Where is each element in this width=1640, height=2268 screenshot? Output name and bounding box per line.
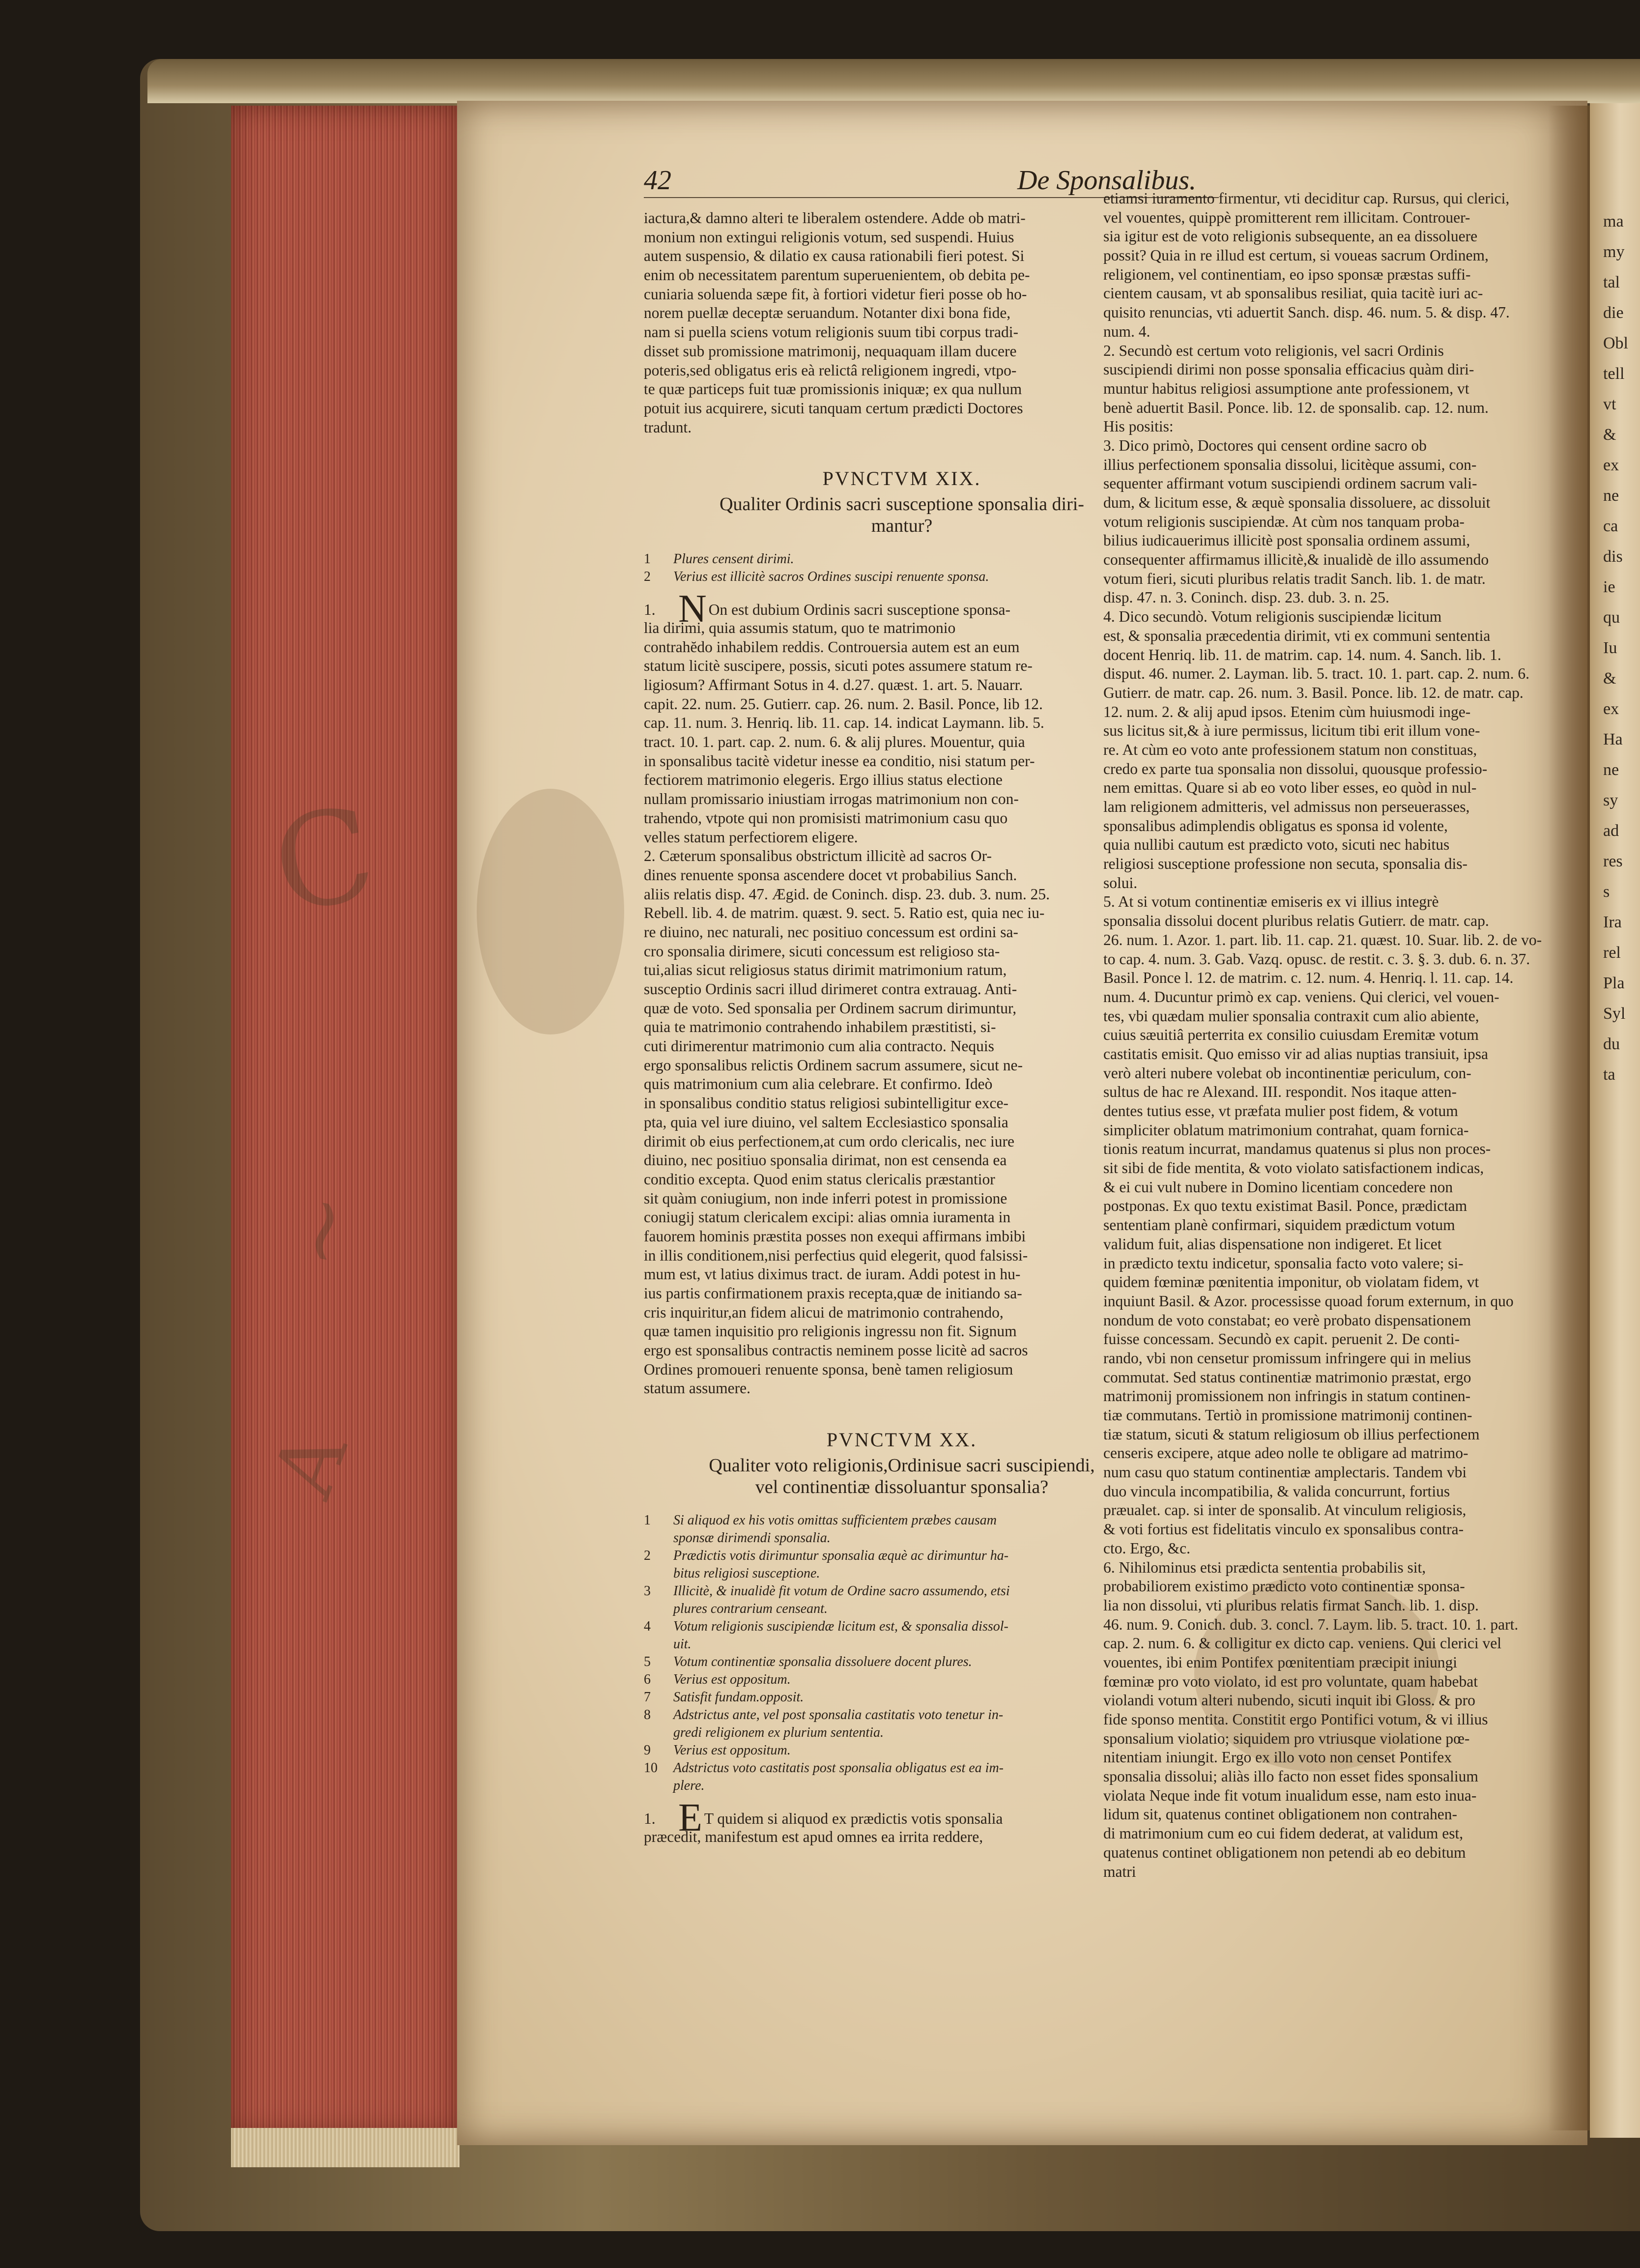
- page-number: 42: [644, 165, 671, 196]
- text-line: postponas. Ex quo textu existimat Basil. Ponce, prædictam: [1103, 1197, 1467, 1215]
- first-line-text: T quidem si aliquod ex prædictis votis sponsalia: [704, 1810, 1003, 1828]
- text-line: fectiorem matrimonio elegeris. Ergo illius status electione: [644, 771, 1003, 789]
- text-line: inquiunt Basil. & Azor. processisse quoad forum externum, in quo: [1103, 1292, 1514, 1310]
- text-line: num. 4.: [1103, 322, 1151, 340]
- text-line: pta, quia vel iure diuino, vel saltem Ecclesiastico sponsalia: [644, 1113, 1008, 1131]
- text-line: cuius sæuitiâ perterrita ex consilio cuiusdam Eremitæ votum: [1103, 1026, 1479, 1044]
- text-line: cuti dirimerentur matrimonio cum alia contracto. Nequis: [644, 1037, 994, 1055]
- text-line: & voti fortius est fidelitatis vinculo ex sponsalibus contra-: [1103, 1521, 1464, 1538]
- question-line: Qualiter Ordinis sacri susceptione sponsalia diri-: [719, 494, 1084, 515]
- question-line: mantur?: [871, 516, 933, 537]
- punctum-xix-question: [644, 493, 1160, 537]
- facing-page-fragment: ta: [1603, 1065, 1615, 1084]
- text-line: vel vouentes, quippè promitterent rem illicitam. Controuer-: [1103, 208, 1470, 226]
- text-line: & ei cui vult nubere in Domino licentiam concedere non: [1103, 1178, 1453, 1196]
- text-line: diuino, nec positiuo sponsalia dirimat, non est censenda ea: [644, 1151, 1007, 1169]
- text-line: enim ob necessitatem parentum superuenientem, ob debita pe-: [644, 266, 1030, 284]
- text-line: fuisse concessam. Secundò ex capit. peruenit 2. De conti-: [1103, 1330, 1460, 1348]
- summary-text: Verius est illicitè sacros Ordines suscipi renuente sponsa.: [673, 569, 989, 585]
- page-edges-bottom: [231, 2128, 460, 2167]
- text-line: probabiliorem existimo prædicto voto continentiæ sponsa-: [1103, 1578, 1465, 1595]
- text-line: statum licitè suscipere, possis, sicuti potes assumere statum re-: [644, 657, 1033, 675]
- summary-item: [644, 1582, 1160, 1600]
- text-line: nondum de voto constabat; eo verè probato dispensationem: [1103, 1311, 1471, 1329]
- summary-item: [644, 568, 1160, 586]
- punctum-xix-heading: PVNCTVM XIX.: [822, 467, 981, 490]
- text-line: censeris excipere, atque adeo nolle te obligare ad matrimo-: [1103, 1444, 1468, 1462]
- summary-text: uit.: [673, 1636, 691, 1652]
- text-line: nem emittas. Quare si ab eo voto liber esses, eo quòd in nul-: [1103, 779, 1477, 797]
- text-line: quis matrimonium cum alia celebrare. Et confirmo. Ideò: [644, 1075, 993, 1093]
- text-line: dines renuente sponsa ascendere docet vt probabilius Sanch.: [644, 866, 1017, 884]
- summary-number: 1: [644, 551, 651, 567]
- punctum-xix-paragraph-2: [644, 847, 1160, 1398]
- punctum-xx-summary: [644, 1512, 1160, 1795]
- facing-page-fragment: tal: [1603, 273, 1620, 291]
- facing-page-fragment: qu: [1603, 608, 1620, 627]
- text-line: tiæ commutans. Tertiò in promissione matrimonij continen-: [1103, 1407, 1472, 1424]
- text-line: 3. Dico primò, Doctores qui censent ordine sacro ob: [1103, 436, 1427, 454]
- text-line: sententiam planè confirmari, siquidem prædictum votum: [1103, 1216, 1455, 1234]
- text-line: susceptio Ordinis sacri illud dirimeret contra extrauag. Anti-: [644, 980, 1017, 998]
- text-line: nitentiam iniungit. Ergo ex illo voto non censet Pontifex: [1103, 1749, 1452, 1766]
- text-line: credo ex parte tua sponsalia non dissolui, quousque professio-: [1103, 760, 1488, 777]
- text-line: Gutierr. de matr. cap. 26. num. 3. Basil. Ponce. lib. 12. de matr. cap.: [1103, 684, 1524, 701]
- text-line: cris inquiritur,an fidem alicui de matrimonio contrahendo,: [644, 1303, 1004, 1321]
- summary-item: [644, 1671, 1160, 1689]
- facing-page-fragment: rel: [1603, 944, 1621, 962]
- cover-top-edge: [147, 59, 1640, 103]
- text-line: tiæ statum, sicuti & statum religiosum ob illius perfectionem: [1103, 1425, 1480, 1443]
- text-line: validum fuit, alias dispensatione non indigeret. Et licet: [1103, 1235, 1442, 1253]
- summary-text: Si aliquod ex his votis omittas sufficientem præbes causam: [673, 1513, 997, 1528]
- text-line: sponsalia dissolui docent pluribus relatis Gutierr. de matr. cap.: [1103, 912, 1489, 930]
- facing-page-fragment: &: [1603, 669, 1616, 688]
- summary-number: 4: [644, 1619, 651, 1635]
- text-line: fauorem hominis præstita posses non exequi affirmans imbibi: [644, 1227, 1026, 1245]
- text-line: sequenter affirmant votum suscipiendi ordinem sacrum vali-: [1103, 475, 1477, 492]
- summary-item: [644, 1777, 1160, 1795]
- text-line: 5. At si votum continentiæ emiseris ex vi illius integrè: [1103, 893, 1439, 911]
- summary-item: [644, 1706, 1160, 1724]
- facing-page-fragment: Iu: [1603, 639, 1617, 657]
- facing-page-fragment: ne: [1603, 487, 1619, 505]
- text-line: iactura,& damno alteri te liberalem ostendere. Adde ob matri-: [644, 209, 1026, 227]
- summary-item: [644, 1600, 1160, 1618]
- summary-text: Illicitè, & inualidè fit votum de Ordine sacro assumendo, etsi: [673, 1583, 1010, 1599]
- summary-item: [644, 1618, 1160, 1636]
- text-line: ergo est sponsalibus contractis neminem posse licitè ad sacros: [644, 1342, 1028, 1359]
- running-title: De Sponsalibus.: [1017, 165, 1196, 196]
- text-line: dum, & licitum esse, & æquè sponsalia dissoluere, ac dissoluit: [1103, 494, 1491, 511]
- facing-page-fragment: du: [1603, 1035, 1620, 1053]
- first-line-text: On est dubium Ordinis sacri susceptione sponsa-: [708, 601, 1010, 619]
- summary-number: 2: [644, 569, 651, 585]
- text-line: votum religionis suscipiendæ. At cùm nos tanquam proba-: [1103, 513, 1465, 530]
- facing-page-fragment: res: [1603, 852, 1623, 870]
- text-line: re. At cùm eo voto ante professionem statum non constituas,: [1103, 741, 1477, 758]
- text-line: capit. 22. num. 25. Gutierr. cap. 26. num. 2. Basil. Ponce, lib 12.: [644, 695, 1043, 713]
- facing-page-fragment: tell: [1603, 365, 1625, 383]
- facing-page-fragment: ma: [1603, 212, 1624, 230]
- text-line: in illis conditionem,nisi perfectius quid elegerit, quod falsissi-: [644, 1246, 1028, 1264]
- facing-page-fragment: Ira: [1603, 913, 1622, 931]
- paragraph-number: 1.: [644, 601, 656, 619]
- summary-text: Votum continentiæ sponsalia dissoluere docent plures.: [673, 1654, 972, 1670]
- summary-text: Satisfit fundam.opposit.: [673, 1690, 804, 1705]
- text-line: castitatis emisit. Quo emisso vir ad alias nuptias transiuit, ipsa: [1103, 1045, 1489, 1062]
- text-line: Basil. Ponce l. 12. de matrim. c. 12. num. 4. Henriq. l. 11. cap. 14.: [1103, 969, 1514, 987]
- summary-number: 6: [644, 1672, 651, 1688]
- summary-item: [644, 550, 1160, 568]
- text-line: tract. 10. 1. part. cap. 2. num. 6. & alij plures. Mouentur, quia: [644, 733, 1025, 751]
- text-line: Rebell. lib. 4. de matrim. quæst. 9. sect. 5. Ratio est, quia nec iu-: [644, 904, 1045, 922]
- text-line: in sponsalibus tacitè videtur inesse ea conditio, nisi statum per-: [644, 752, 1035, 770]
- summary-text: bitus religiosi susceptione.: [673, 1566, 820, 1581]
- paper-stain: [477, 789, 624, 1034]
- facing-page-fragment: my: [1603, 243, 1625, 261]
- summary-item: [644, 1529, 1160, 1547]
- text-line: cientem causam, vt ab sponsalibus resiliat, quia tacitè iuri ac-: [1103, 285, 1483, 302]
- punctum-xix-summary: [644, 550, 1160, 586]
- text-line: docent Henriq. lib. 11. de matrim. cap. 14. num. 4. Sanch. lib. 1.: [1103, 646, 1501, 663]
- summary-item: [644, 1742, 1160, 1759]
- facing-page-fragment: sy: [1603, 791, 1618, 809]
- facing-page-text-fragments: [1603, 206, 1640, 2025]
- text-line: quia te matrimonio contrahendo inhabilem præstitisti, si-: [644, 1018, 996, 1036]
- summary-number: 8: [644, 1707, 651, 1723]
- text-line: lia dirimi, quia assumis statum, quo te matrimonio: [644, 619, 956, 636]
- text-line: cro sponsalia dirimere, sicuti concessum est religioso sta-: [644, 942, 1000, 960]
- summary-item: [644, 1512, 1160, 1529]
- text-line: consequenter affirmamus illicitè,& inualidè de illo assumendo: [1103, 551, 1489, 569]
- summary-item: [644, 1636, 1160, 1653]
- text-line: bilius iudicauerimus illicitè post sponsalia ordinem assumi,: [1103, 532, 1470, 549]
- text-line: violandi votum alteri nubendo, sicuti inquit ibi Gloss. & pro: [1103, 1692, 1475, 1709]
- facing-page-fragment: Ha: [1603, 730, 1623, 748]
- text-line: votum fieri, sicuti pluribus relatis tradit Sanch. lib. 1. de matr.: [1103, 570, 1486, 587]
- facing-page-fragment: ie: [1603, 578, 1615, 596]
- text-line: cap. 11. num. 3. Henriq. lib. 11. cap. 14. indicat Laymann. lib. 5.: [644, 714, 1044, 732]
- summary-text: Prædictis votis dirimuntur sponsalia æquè ac dirimuntur ha-: [673, 1548, 1009, 1564]
- text-line: rando, vbi non censetur promissum infringere qui in melius: [1103, 1349, 1471, 1367]
- summary-text: Plures censent dirimi.: [673, 551, 794, 567]
- text-line: cuniaria soluenda sæpe fit, à fortiori videtur fieri posse ob ho-: [644, 285, 1027, 303]
- summary-item: [644, 1759, 1160, 1777]
- text-line: re diuino, nec naturali, nec positiuo concessum est ordini sa-: [644, 923, 1018, 941]
- text-line: te quæ particeps fuit tuæ promissionis iniquæ; ex qua nullum: [644, 380, 1022, 398]
- facing-page-fragment: ne: [1603, 761, 1619, 779]
- text-line: præcedit, manifestum est apud omnes ea irrita reddere,: [644, 1828, 983, 1845]
- text-line: 26. num. 1. Azor. 1. part. lib. 11. cap. 21. quæst. 10. Suar. lib. 2. de vo-: [1103, 931, 1542, 948]
- summary-text: sponsæ dirimendi sponsalia.: [673, 1530, 831, 1546]
- text-line: verò alteri nubere volebat ob incontinentiæ periculum, con-: [1103, 1064, 1471, 1082]
- facing-page-fragment: Obl: [1603, 334, 1628, 352]
- facing-page-fragment: dis: [1603, 547, 1623, 566]
- text-line: 2. Secundò est certum voto religionis, vel sacri Ordinis: [1103, 342, 1444, 359]
- facing-page-fragment: ex: [1603, 456, 1619, 474]
- summary-item: [644, 1689, 1160, 1706]
- marginal-pencil-marks: A: [254, 1419, 367, 1509]
- text-line: tui,alias sicut religiosus status dirimit matrimonium ratum,: [644, 961, 1007, 979]
- text-line: simpliciter oblatum matrimonium contrahat, quam fornica-: [1103, 1121, 1469, 1139]
- text-line: sia igitur est de voto religionis subsequente, an ea dissoluere: [1103, 228, 1478, 245]
- text-line: di matrimonium cum eo cui fidem dederat, at validum est,: [1103, 1825, 1464, 1842]
- summary-number: 5: [644, 1654, 651, 1670]
- text-line: potuit ius acquirere, sicuti tanquam certum prædicti Doctores: [644, 399, 1023, 417]
- summary-item: [644, 1653, 1160, 1671]
- text-line: aliis relatis disp. 47. Ægid. de Coninch. disp. 23. dub. 3. num. 25.: [644, 885, 1050, 903]
- summary-number: [644, 1636, 673, 1653]
- text-line: sultus de hac re Alexand. III. respondit. Nos itaque atten-: [1103, 1083, 1457, 1101]
- text-line: velles statum perfectiorem eligere.: [644, 828, 858, 846]
- text-line: cap. 2. num. 6. & colligitur ex dicto cap. veniens. Qui clerici vel: [1103, 1635, 1502, 1652]
- summary-number: 3: [644, 1583, 651, 1599]
- text-line: vouentes, ibi enim Pontifex pœnitentiam præcipit iniungi: [1103, 1653, 1458, 1671]
- text-line: matri: [1103, 1863, 1136, 1880]
- text-line: sponsalia dissolui; aliàs illo facto non esset fides sponsalium: [1103, 1768, 1478, 1785]
- question-line: vel continentiæ dissoluantur sponsalia?: [755, 1477, 1049, 1498]
- facing-page-fragment: vt: [1603, 395, 1616, 413]
- summary-number: 1: [644, 1513, 651, 1528]
- summary-text: Adstrictus voto castitatis post sponsalia obligatus est ea im-: [673, 1760, 1004, 1776]
- text-line: disput. 46. numer. 2. Layman. lib. 5. tract. 10. 1. part. cap. 2. num. 6.: [1103, 665, 1529, 683]
- summary-number: [644, 1777, 673, 1795]
- summary-number: 10: [644, 1760, 658, 1776]
- text-line: possit? Quia in re illud est certum, si voueas sacrum Ordinem,: [1103, 247, 1489, 264]
- text-line: fide sponso mentita. Constitit ergo Pontifici votum, & vi illius: [1103, 1711, 1488, 1728]
- text-line: cto. Ergo, &c.: [1103, 1539, 1191, 1557]
- text-line: 2. Cæterum sponsalibus obstrictum illicitè ad sacros Or-: [644, 847, 992, 865]
- opening-paragraph: [644, 209, 1160, 437]
- facing-page-fragment: ad: [1603, 822, 1619, 840]
- text-line: sponsalium violatio; siquidem pro vtriusque violatione pœ-: [1103, 1729, 1470, 1747]
- punctum-xx-question: [644, 1455, 1160, 1498]
- facing-page-fragment: ca: [1603, 517, 1618, 535]
- text-line: 46. num. 9. Conich. dub. 3. concl. 7. Laym. lib. 5. tract. 10. 1. part.: [1103, 1615, 1519, 1633]
- punctum-xx-heading: PVNCTVM XX.: [826, 1429, 978, 1451]
- text-line: in prædicto textu indicetur, sponsalia facto voto valere; si-: [1103, 1254, 1464, 1272]
- text-line: lidum sit, quatenus continet obligationem non contrahen-: [1103, 1806, 1457, 1823]
- summary-text: plere.: [673, 1778, 705, 1794]
- text-line: tes, vbi quædam mulier sponsalia contraxit cum alio abiente,: [1103, 1007, 1479, 1025]
- text-line: to cap. 4. num. 3. Gab. Vazq. opusc. de restit. c. 3. §. 3. dub. 6. n. 37.: [1103, 950, 1530, 968]
- text-line: sponsalibus adimplendis obligatus es sponsa id volente,: [1103, 817, 1448, 834]
- text-line: 12. num. 2. & alij apud ipsos. Etenim cùm huiusmodi inge-: [1103, 703, 1471, 720]
- facing-page-fragment: die: [1603, 304, 1624, 322]
- text-line: illius perfectionem sponsalia dissolui, licitèque assumi, con-: [1103, 456, 1477, 473]
- facing-page-fragment: s: [1603, 883, 1610, 901]
- summary-text: Verius est oppositum.: [673, 1672, 791, 1688]
- text-line: matrimonij promissionem non infringis in statum continen-: [1103, 1387, 1471, 1405]
- text-line: lia non dissolui, vti pluribus relatis firmat Sanch. lib. 1. disp.: [1103, 1596, 1479, 1614]
- text-line: est, & sponsalia præcedentia dirimit, vti ex communi sententia: [1103, 627, 1491, 644]
- text-line: sus licitus sit,& à iure permissus, licitum tibi erit illum vone-: [1103, 722, 1480, 740]
- left-text-column: [644, 209, 1160, 1847]
- summary-item: [644, 1724, 1160, 1742]
- text-line: præualet. cap. si inter de sponsalib. At vinculum religiosis,: [1103, 1501, 1467, 1519]
- punctum-xix-paragraph-1: [644, 619, 1160, 847]
- text-line: quidem fœminæ pœnitentia imponitur, ob violatam fidem, vt: [1103, 1273, 1479, 1291]
- text-line: muntur habitus religiosi assumptione ante professionem, vt: [1103, 379, 1469, 397]
- summary-number: 7: [644, 1690, 651, 1705]
- summary-item: [644, 1565, 1160, 1582]
- text-line: 4. Dico secundò. Votum religionis suscipiendæ licitum: [1103, 608, 1442, 626]
- summary-item: [644, 1547, 1160, 1565]
- text-line: conditio excepta. Quod enim status clericalis præstantior: [644, 1170, 995, 1188]
- text-line: ligiosum? Affirmant Sotus in 4. d.27. quæst. 1. art. 5. Nauarr.: [644, 676, 1023, 693]
- text-line: statum assumere.: [644, 1379, 750, 1397]
- text-line: solui.: [1103, 874, 1138, 891]
- text-line: disset sub promissione matrimonij, nequaquam illam ducere: [644, 342, 1017, 360]
- facing-page-fragment: Syl: [1603, 1005, 1626, 1023]
- summary-text: Votum religionis suscipiendæ licitum est, & sponsalia dissol-: [673, 1619, 1008, 1635]
- text-line: religiosi susceptione professione non secuta, sponsalia dis-: [1103, 855, 1467, 873]
- summary-text: Adstrictus ante, vel post sponsalia castitatis voto tenetur in-: [673, 1707, 1004, 1723]
- text-line: autem suspensio, & dilatio ex causa rationabili fieri potest. Si: [644, 247, 1025, 265]
- text-line: monium non extingui religionis votum, sed suspendi. Huius: [644, 228, 1014, 246]
- facing-page-fragment: ex: [1603, 700, 1619, 718]
- text-line: quæ de voto. Sed sponsalia per Ordinem sacrum dirimuntur,: [644, 999, 1017, 1017]
- summary-number: [644, 1565, 673, 1582]
- paragraph-number: 1.: [644, 1810, 656, 1828]
- text-line: in sponsalibus conditio status religiosi subintelligitur exce-: [644, 1094, 1008, 1112]
- text-line: ergo sponsalibus relictis Ordinem sacrum assumere, sicut ne-: [644, 1056, 1023, 1074]
- marginal-pencil-marks: C: [263, 779, 385, 942]
- text-line: norem puellæ deceptæ seruandum. Notanter dixi bona fide,: [644, 304, 1011, 322]
- text-line: poteris,sed obligatus eris eà relictâ religionem ingredi, vtpo-: [644, 361, 1017, 379]
- text-line: num. 4. Ducuntur primò ex cap. veniens. Qui clerici, vel vouen-: [1103, 988, 1499, 1005]
- text-line: His positis:: [1103, 418, 1174, 435]
- text-line: sit sibi de fide mentita, & voto violato satisfactionem indicas,: [1103, 1159, 1484, 1177]
- text-line: sit quàm coniugium, non inde inferri potest in promissione: [644, 1189, 1007, 1207]
- text-line: tradunt.: [644, 418, 692, 436]
- facing-page-fragment: &: [1603, 426, 1616, 444]
- text-line: fœminæ pro voto violato, id est pro voluntate, quam habebat: [1103, 1672, 1478, 1690]
- drop-capital: E: [678, 1796, 702, 1840]
- text-line: quatenus continet obligationem non petendi ab eo debitum: [1103, 1843, 1466, 1861]
- summary-text: gredi religionem ex plurium sententia.: [673, 1725, 884, 1741]
- text-line: benè aduertit Basil. Ponce. lib. 12. de sponsalib. cap. 12. num.: [1103, 399, 1489, 416]
- text-line: trahendo, vtpote qui non promisisti matrimonium casu quo: [644, 809, 1008, 827]
- text-line: dirimit ob eius perfectionem,at cum ordo clericalis, nec iure: [644, 1132, 1014, 1150]
- text-line: num casu quo statum continentiæ amplectaris. Tandem vbi: [1103, 1464, 1467, 1481]
- text-line: nullam promissario iniustiam irrogas matrimonium non con-: [644, 790, 1019, 808]
- text-line: duo vincula incompatibilia, & valida concurrunt, fortius: [1103, 1482, 1450, 1500]
- summary-number: 9: [644, 1743, 651, 1758]
- text-line: suscipiendi dirimi non posse sponsalia efficacius quàm diri-: [1103, 361, 1474, 378]
- text-line: tionis reatum incurrat, mandamus quatenus si plus non proces-: [1103, 1140, 1491, 1158]
- facing-page-fragment: Pla: [1603, 974, 1625, 992]
- text-line: Ordines promoueri renuente sponsa, benè tamen religiosum: [644, 1360, 1013, 1378]
- summary-number: [644, 1529, 673, 1547]
- text-line: contrahĕdo inhabilem reddis. Controuersia autem est an eum: [644, 638, 1020, 656]
- text-line: quisito renuncias, vti aduertit Sanch. disp. 46. num. 5. & disp. 47.: [1103, 304, 1510, 321]
- drop-capital: N: [678, 587, 707, 631]
- text-line: coniugij statum clericalem excipi: alias omnia iuramenta in: [644, 1208, 1011, 1226]
- summary-text: plures contrarium censeant.: [673, 1601, 828, 1617]
- text-line: etiamsi iuramento firmentur, vti deciditur cap. Rursus, qui clerici,: [1103, 190, 1510, 207]
- text-line: ius partis confirmationem praxis recepta,quæ de initiando sa-: [644, 1285, 1022, 1302]
- summary-number: [644, 1724, 673, 1742]
- text-line: disp. 47. n. 3. Coninch. disp. 23. dub. 3. n. 25.: [1103, 589, 1389, 606]
- right-text-column: [1103, 189, 1546, 1881]
- text-line: quia nullibi cautum est prædicto voto, sicuti nec habitus: [1103, 836, 1450, 854]
- text-line: lam religionem admitteris, vel admissus non perseuerasses,: [1103, 798, 1470, 815]
- text-line: quæ tamen inquisitio pro religionis ingressu non fit. Signum: [644, 1322, 1017, 1340]
- summary-text: Verius est oppositum.: [673, 1743, 791, 1758]
- red-page-edges: [231, 106, 460, 2135]
- text-line: dentes tutius esse, vt præfata mulier post fidem, & votum: [1103, 1102, 1458, 1120]
- text-line: violata Neque inde fit votum inualidum esse, nam esto inua-: [1103, 1786, 1477, 1804]
- marginal-pencil-marks: ~: [265, 1185, 379, 1276]
- summary-number: [644, 1600, 673, 1618]
- summary-number: 2: [644, 1548, 651, 1564]
- text-line: nam si puella sciens votum religionis suum tibi corpus tradi-: [644, 323, 1019, 341]
- text-line: religionem, vel continentiam, eo ipso sponsæ præstas suffi-: [1103, 265, 1471, 283]
- question-line: Qualiter voto religionis,Ordinisue sacri suscipiendi,: [709, 1455, 1095, 1476]
- text-line: 6. Nihilominus etsi prædicta sententia probabilis sit,: [1103, 1558, 1426, 1576]
- text-line: mum est, vt latius diximus tract. de iuram. Addi potest in hu-: [644, 1265, 1021, 1283]
- text-line: commutat. Sed status continentiæ matrimonio præstat, ergo: [1103, 1368, 1471, 1386]
- punctum-xx-paragraph-1: [644, 1828, 1160, 1847]
